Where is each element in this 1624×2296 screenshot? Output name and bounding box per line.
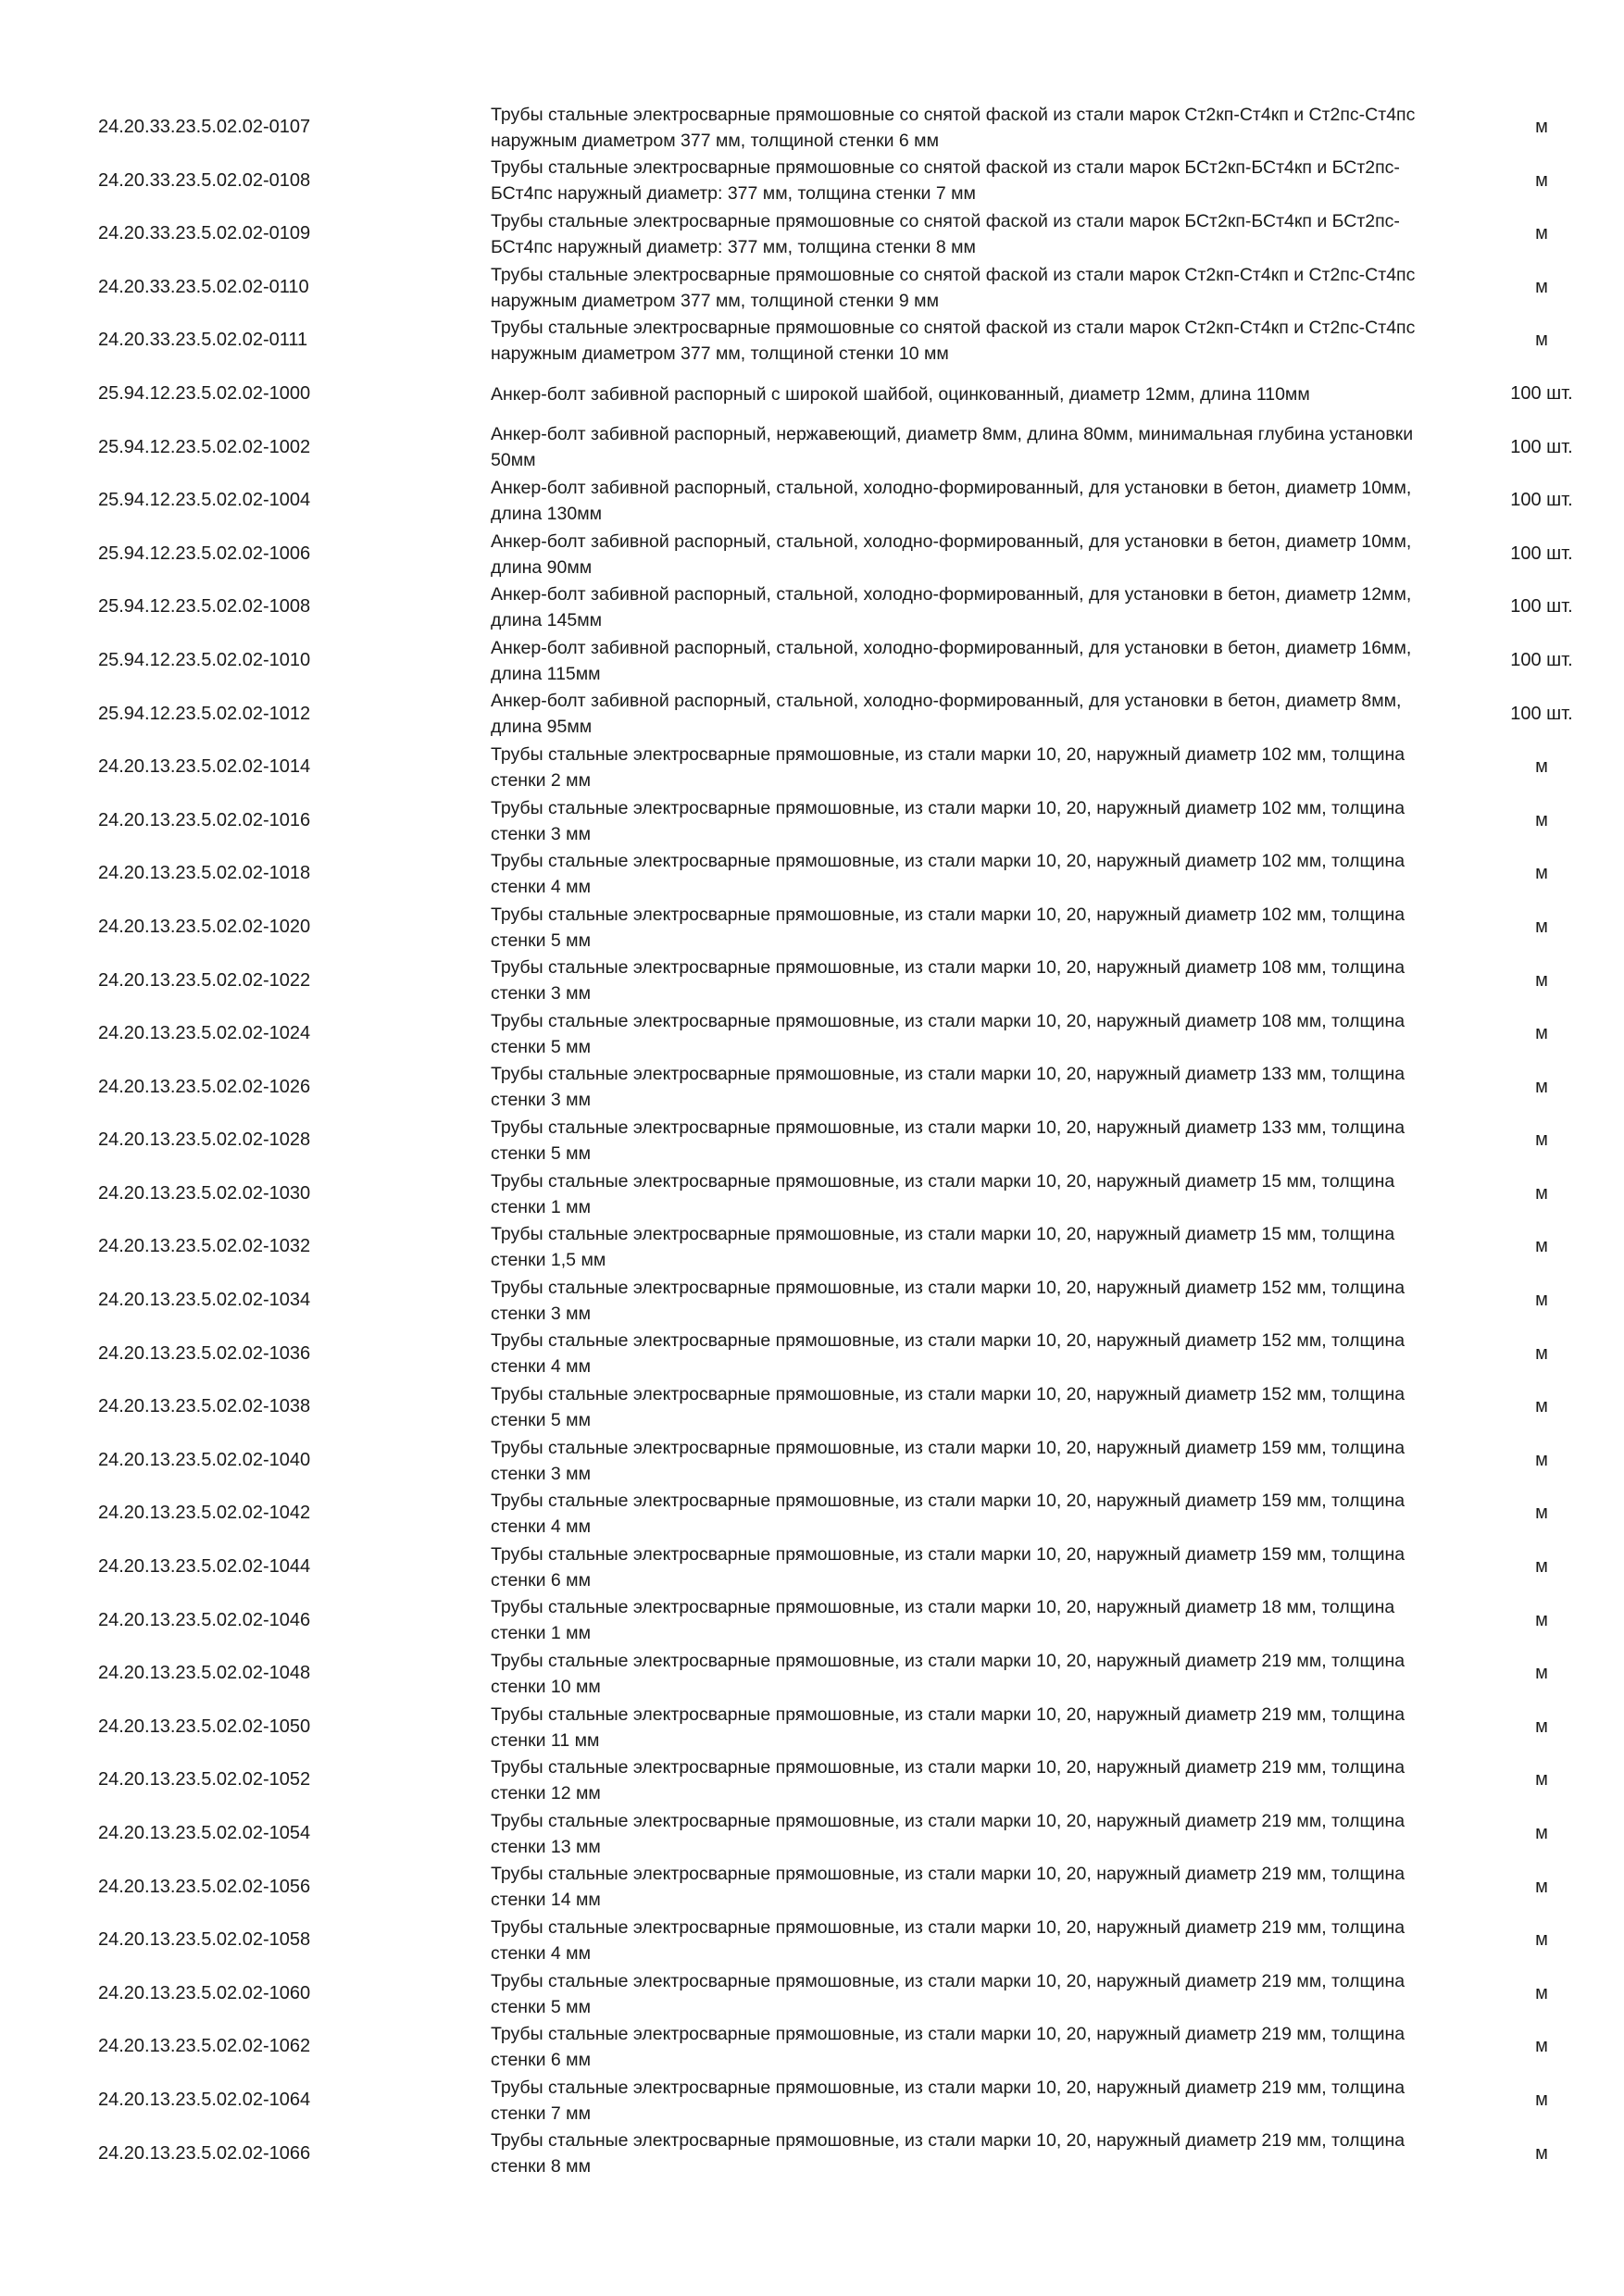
table-row: [0, 1861, 1624, 1915]
resource-unit: м: [1535, 2142, 1548, 2164]
resource-name: Трубы стальные электросварные прямошовные, из стали марки 10, 20, наружный диаметр 102 мм, толщина стенки 3 мм: [491, 797, 1405, 844]
resource-unit: м: [1535, 756, 1548, 778]
resource-name: Анкер-болт забивной распорный, стальной, холодно-формированный, для установки в бетон, диаметр 12мм, длина 145мм: [491, 584, 1412, 631]
resource-name-cell: [491, 634, 1435, 688]
resource-code: 24.20.13.23.5.02.02-1038: [98, 1396, 311, 1417]
table-row: [0, 634, 1624, 688]
resource-code: 24.20.13.23.5.02.02-1056: [98, 1876, 311, 1897]
resource-unit: м: [1535, 1716, 1548, 1737]
resource-name: Трубы стальные электросварные прямошовные, из стали марки 10, 20, наружный диаметр 102 мм, толщина стенки 2 мм: [491, 743, 1405, 791]
table-row: [0, 261, 1624, 315]
table-row: [0, 421, 1624, 475]
resource-code: 24.20.13.23.5.02.02-1054: [98, 1823, 311, 1843]
resource-code: 25.94.12.23.5.02.02-1002: [98, 436, 311, 457]
resource-name: Трубы стальные электросварные прямошовные, из стали марки 10, 20, наружный диаметр 18 мм, толщина стенки 1 мм: [491, 1597, 1395, 1644]
resource-code: 24.20.13.23.5.02.02-1062: [98, 2036, 311, 2057]
table-row: [0, 101, 1624, 155]
resource-code: 24.20.13.23.5.02.02-1040: [98, 1449, 311, 1470]
resource-unit: м: [1535, 916, 1548, 937]
table-row: [0, 2074, 1624, 2128]
resource-unit: 100 шт.: [1510, 543, 1573, 564]
resource-name: Трубы стальные электросварные прямошовные, из стали марки 10, 20, наружный диаметр 159 мм, толщина стенки 3 мм: [491, 1437, 1405, 1484]
resource-name-cell: [491, 1380, 1435, 1434]
resource-name-cell: [491, 1328, 1435, 1381]
resource-name: Анкер-болт забивной распорный с широкой шайбой, оцинкованный, диаметр 12мм, длина 110мм: [491, 383, 1310, 405]
resource-code: 24.20.13.23.5.02.02-1064: [98, 2089, 311, 2110]
table-row: [0, 901, 1624, 955]
resource-name-cell: [491, 528, 1435, 581]
resource-code: 25.94.12.23.5.02.02-1006: [98, 543, 311, 564]
resource-name: Трубы стальные электросварные прямошовные, из стали марки 10, 20, наружный диаметр 219 мм, толщина стенки 8 мм: [491, 2130, 1405, 2177]
table-row: [0, 314, 1624, 368]
resource-code: 24.20.13.23.5.02.02-1034: [98, 1290, 311, 1311]
table-row: [0, 1328, 1624, 1381]
resource-name: Трубы стальные электросварные прямошовные, из стали марки 10, 20, наружный диаметр 15 мм, толщина стенки 1 мм: [491, 1170, 1395, 1217]
resource-name: Трубы стальные электросварные прямошовные, из стали марки 10, 20, наружный диаметр 219 мм, толщина стенки 12 мм: [491, 1757, 1405, 1804]
resource-code: 24.20.13.23.5.02.02-1030: [98, 1182, 311, 1204]
resource-name: Трубы стальные электросварные прямошовные, из стали марки 10, 20, наружный диаметр 152 мм, толщина стенки 3 мм: [491, 1277, 1405, 1324]
resource-name: Трубы стальные электросварные прямошовные, из стали марки 10, 20, наружный диаметр 152 мм, толщина стенки 5 мм: [491, 1384, 1405, 1431]
resource-name: Анкер-болт забивной распорный, стальной, холодно-формированный, для установки в бетон, диаметр 10мм, длина 90мм: [491, 530, 1412, 578]
resource-name: Трубы стальные электросварные прямошовные, из стали марки 10, 20, наружный диаметр 219 мм, толщина стенки 14 мм: [491, 1864, 1405, 1911]
resource-name-cell: [491, 688, 1435, 742]
resource-unit: 100 шт.: [1510, 703, 1573, 724]
table-row: [0, 1647, 1624, 1701]
resource-name: Трубы стальные электросварные прямошовные со снятой фаской из стали марок БСт2кп-БСт4кп и БСт2пс-БСт4пс наружный диаметр: 377 мм, толщина стенки 8 мм: [491, 210, 1400, 257]
resource-code: 24.20.33.23.5.02.02-0107: [98, 117, 311, 137]
resource-unit: м: [1535, 1342, 1548, 1364]
resource-unit: 100 шт.: [1510, 596, 1573, 618]
resource-name-cell: [491, 1647, 1435, 1701]
resource-name-cell: [491, 1541, 1435, 1594]
table-row: [0, 1167, 1624, 1221]
resource-code: 24.20.13.23.5.02.02-1020: [98, 916, 311, 937]
resource-name-cell: [491, 1434, 1435, 1488]
resource-name-cell: [491, 1167, 1435, 1221]
resource-code: 25.94.12.23.5.02.02-1008: [98, 596, 311, 618]
resource-unit: м: [1535, 969, 1548, 991]
resource-code: 24.20.13.23.5.02.02-1042: [98, 1503, 311, 1524]
resource-name: Трубы стальные электросварные прямошовные, из стали марки 10, 20, наружный диаметр 108 мм, толщина стенки 3 мм: [491, 957, 1405, 1004]
table-row: [0, 1061, 1624, 1115]
resource-name: Трубы стальные электросварные прямошовные, из стали марки 10, 20, наружный диаметр 219 мм, толщина стенки 10 мм: [491, 1651, 1405, 1698]
resource-name-cell: [491, 1807, 1435, 1861]
resource-name: Анкер-болт забивной распорный, стальной, холодно-формированный, для установки в бетон, диаметр 16мм, длина 115мм: [491, 637, 1412, 684]
resource-name-cell: [491, 2020, 1435, 2074]
resource-name-cell: [491, 1594, 1435, 1648]
resource-unit: м: [1535, 330, 1548, 351]
resource-name-cell: [491, 2074, 1435, 2128]
table-row: [0, 368, 1624, 421]
resource-code: 24.20.33.23.5.02.02-0108: [98, 169, 311, 191]
resource-code: 24.20.13.23.5.02.02-1036: [98, 1342, 311, 1364]
resource-name: Анкер-болт забивной распорный, нержавеющий, диаметр 8мм, длина 80мм, минимальная глубина установки 50мм: [491, 424, 1414, 471]
resource-code: 24.20.13.23.5.02.02-1032: [98, 1236, 311, 1257]
resource-name: Трубы стальные электросварные прямошовные, из стали марки 10, 20, наружный диаметр 102 мм, толщина стенки 5 мм: [491, 904, 1405, 951]
resource-code: 25.94.12.23.5.02.02-1012: [98, 703, 311, 724]
resource-name: Анкер-болт забивной распорный, стальной, холодно-формированный, для установки в бетон, диаметр 10мм, длина 130мм: [491, 477, 1412, 524]
resource-code: 24.20.13.23.5.02.02-1044: [98, 1556, 311, 1578]
table-row: [0, 1220, 1624, 1274]
resource-name: Трубы стальные электросварные прямошовные со снятой фаской из стали марок Ст2кп-Ст4кп и Ст2пс-Ст4пс наружным диаметром 377 мм, толщиной стенки 9 мм: [491, 264, 1416, 311]
resource-unit: м: [1535, 1023, 1548, 1044]
table-row: [0, 1541, 1624, 1594]
resource-name-cell: [491, 2128, 1435, 2181]
resource-unit: м: [1535, 809, 1548, 830]
resource-unit: м: [1535, 1769, 1548, 1791]
resource-name-cell: [491, 1967, 1435, 2021]
resource-code: 25.94.12.23.5.02.02-1010: [98, 649, 311, 670]
resource-unit: м: [1535, 223, 1548, 244]
table-row: [0, 847, 1624, 901]
resource-name-cell: [491, 1487, 1435, 1541]
resource-name: Трубы стальные электросварные прямошовные, из стали марки 10, 20, наружный диаметр 219 мм, толщина стенки 11 мм: [491, 1703, 1405, 1751]
resource-unit: м: [1535, 1503, 1548, 1524]
resource-name-cell: [491, 955, 1435, 1008]
resource-name: Трубы стальные электросварные прямошовные, из стали марки 10, 20, наружный диаметр 159 мм, толщина стенки 6 мм: [491, 1543, 1405, 1591]
resource-unit: м: [1535, 1396, 1548, 1417]
resource-name-cell: [491, 580, 1435, 634]
table-row: [0, 2020, 1624, 2074]
resource-name-cell: [491, 421, 1435, 475]
table-row: [0, 474, 1624, 528]
resource-name-cell: [491, 1114, 1435, 1167]
resource-unit: м: [1535, 863, 1548, 884]
resource-name: Трубы стальные электросварные прямошовные со снятой фаской из стали марок Ст2кп-Ст4кп и Ст2пс-Ст4пс наружным диаметром 377 мм, толщиной стенки 6 мм: [491, 104, 1416, 151]
resource-name: Трубы стальные электросварные прямошовные, из стали марки 10, 20, наружный диаметр 219 мм, толщина стенки 4 мм: [491, 1916, 1405, 1964]
resource-name-cell: [491, 101, 1435, 155]
resource-unit: м: [1535, 1663, 1548, 1684]
resource-unit: 100 шт.: [1510, 382, 1573, 404]
resource-name: Трубы стальные электросварные прямошовные, из стали марки 10, 20, наружный диаметр 133 мм, толщина стенки 5 мм: [491, 1117, 1405, 1165]
resource-name: Трубы стальные электросварные прямошовные со снятой фаской из стали марок Ст2кп-Ст4кп и Ст2пс-Ст4пс наружным диаметром 377 мм, толщиной стенки 10 мм: [491, 318, 1416, 365]
resource-code: 24.20.13.23.5.02.02-1018: [98, 863, 311, 884]
resource-code: 24.20.13.23.5.02.02-1046: [98, 1609, 311, 1630]
resource-name-cell: [491, 901, 1435, 955]
resource-name-cell: [491, 847, 1435, 901]
resource-code: 24.20.13.23.5.02.02-1024: [98, 1023, 311, 1044]
table-row: [0, 955, 1624, 1008]
resource-unit: м: [1535, 1982, 1548, 2003]
resource-name-cell: [491, 1753, 1435, 1807]
table-row: [0, 528, 1624, 581]
resource-name: Трубы стальные электросварные прямошовные, из стали марки 10, 20, наружный диаметр 15 мм, толщина стенки 1,5 мм: [491, 1224, 1395, 1271]
resource-unit: м: [1535, 1556, 1548, 1578]
resource-name-cell: [491, 794, 1435, 848]
resource-unit: 100 шт.: [1510, 436, 1573, 457]
resource-name: Трубы стальные электросварные прямошовные, из стали марки 10, 20, наружный диаметр 159 мм, толщина стенки 4 мм: [491, 1491, 1405, 1538]
table-row: [0, 1967, 1624, 2021]
table-row: [0, 1487, 1624, 1541]
resource-unit: м: [1535, 276, 1548, 297]
table-row: [0, 155, 1624, 208]
resource-name-cell: [491, 368, 1435, 421]
resource-code: 24.20.13.23.5.02.02-1022: [98, 969, 311, 991]
resource-code: 25.94.12.23.5.02.02-1000: [98, 382, 311, 404]
resource-name: Трубы стальные электросварные прямошовные, из стали марки 10, 20, наружный диаметр 108 мм, толщина стенки 5 мм: [491, 1010, 1405, 1057]
resource-code: 24.20.13.23.5.02.02-1066: [98, 2142, 311, 2164]
resource-code: 25.94.12.23.5.02.02-1004: [98, 490, 311, 511]
resource-unit: м: [1535, 1823, 1548, 1843]
table-row: [0, 1274, 1624, 1328]
table-row: [0, 1701, 1624, 1754]
resource-unit: м: [1535, 2036, 1548, 2057]
resource-name-cell: [491, 1914, 1435, 1967]
table-row: [0, 1594, 1624, 1648]
resource-unit: м: [1535, 1876, 1548, 1897]
table-row: [0, 794, 1624, 848]
resource-name-cell: [491, 1007, 1435, 1061]
resource-code: 24.20.13.23.5.02.02-1028: [98, 1129, 311, 1151]
resource-table: [0, 101, 1624, 2180]
resource-unit: м: [1535, 1449, 1548, 1470]
table-row: [0, 1007, 1624, 1061]
resource-name-cell: [491, 1274, 1435, 1328]
resource-unit: м: [1535, 1129, 1548, 1151]
resource-code: 24.20.13.23.5.02.02-1058: [98, 1929, 311, 1951]
resource-name: Трубы стальные электросварные прямошовные, из стали марки 10, 20, наружный диаметр 219 мм, толщина стенки 5 мм: [491, 1970, 1405, 2017]
resource-name-cell: [491, 1701, 1435, 1754]
resource-name: Трубы стальные электросварные прямошовные со снятой фаской из стали марок БСт2кп-БСт4кп и БСт2пс-БСт4пс наружный диаметр: 377 мм, толщина стенки 7 мм: [491, 157, 1400, 205]
table-row: [0, 688, 1624, 742]
resource-name-cell: [491, 1061, 1435, 1115]
table-row: [0, 1114, 1624, 1167]
resource-code: 24.20.13.23.5.02.02-1060: [98, 1982, 311, 2003]
resource-name: Трубы стальные электросварные прямошовные, из стали марки 10, 20, наружный диаметр 133 мм, толщина стенки 3 мм: [491, 1064, 1405, 1111]
resource-name: Трубы стальные электросварные прямошовные, из стали марки 10, 20, наружный диаметр 219 мм, толщина стенки 13 мм: [491, 1810, 1405, 1857]
resource-name: Трубы стальные электросварные прямошовные, из стали марки 10, 20, наружный диаметр 219 мм, толщина стенки 6 мм: [491, 2024, 1405, 2071]
resource-code: 24.20.13.23.5.02.02-1014: [98, 756, 311, 778]
resource-name: Трубы стальные электросварные прямошовные, из стали марки 10, 20, наружный диаметр 102 мм, толщина стенки 4 мм: [491, 851, 1405, 898]
resource-name: Анкер-болт забивной распорный, стальной, холодно-формированный, для установки в бетон, диаметр 8мм, длина 95мм: [491, 691, 1402, 738]
resource-unit: м: [1535, 1182, 1548, 1204]
table-row: [0, 2128, 1624, 2181]
resource-name-cell: [491, 741, 1435, 794]
resource-name-cell: [491, 1220, 1435, 1274]
resource-code: 24.20.13.23.5.02.02-1016: [98, 809, 311, 830]
resource-name: Трубы стальные электросварные прямошовные, из стали марки 10, 20, наружный диаметр 219 мм, толщина стенки 7 мм: [491, 2077, 1405, 2124]
table-row: [0, 1807, 1624, 1861]
resource-unit: м: [1535, 2089, 1548, 2110]
resource-name-cell: [491, 261, 1435, 315]
resource-name-cell: [491, 207, 1435, 261]
table-row: [0, 1434, 1624, 1488]
resource-code: 24.20.33.23.5.02.02-0110: [98, 276, 309, 297]
table-row: [0, 580, 1624, 634]
resource-unit: м: [1535, 1290, 1548, 1311]
resource-unit: м: [1535, 1609, 1548, 1630]
resource-name-cell: [491, 474, 1435, 528]
resource-name-cell: [491, 1861, 1435, 1915]
resource-unit: м: [1535, 117, 1548, 137]
resource-unit: м: [1535, 1236, 1548, 1257]
resource-unit: м: [1535, 1929, 1548, 1951]
resource-unit: 100 шт.: [1510, 490, 1573, 511]
resource-code: 24.20.13.23.5.02.02-1026: [98, 1076, 311, 1097]
resource-name-cell: [491, 155, 1435, 208]
table-row: [0, 207, 1624, 261]
table-row: [0, 1914, 1624, 1967]
resource-unit: м: [1535, 169, 1548, 191]
resource-code: 24.20.33.23.5.02.02-0111: [98, 330, 308, 351]
resource-name-cell: [491, 314, 1435, 368]
table-row: [0, 741, 1624, 794]
resource-code: 24.20.33.23.5.02.02-0109: [98, 223, 311, 244]
resource-name: Трубы стальные электросварные прямошовные, из стали марки 10, 20, наружный диаметр 152 мм, толщина стенки 4 мм: [491, 1330, 1405, 1378]
resource-unit: м: [1535, 1076, 1548, 1097]
resource-code: 24.20.13.23.5.02.02-1048: [98, 1663, 311, 1684]
resource-code: 24.20.13.23.5.02.02-1050: [98, 1716, 311, 1737]
resource-unit: 100 шт.: [1510, 649, 1573, 670]
resource-code: 24.20.13.23.5.02.02-1052: [98, 1769, 311, 1791]
table-row: [0, 1380, 1624, 1434]
table-row: [0, 1753, 1624, 1807]
